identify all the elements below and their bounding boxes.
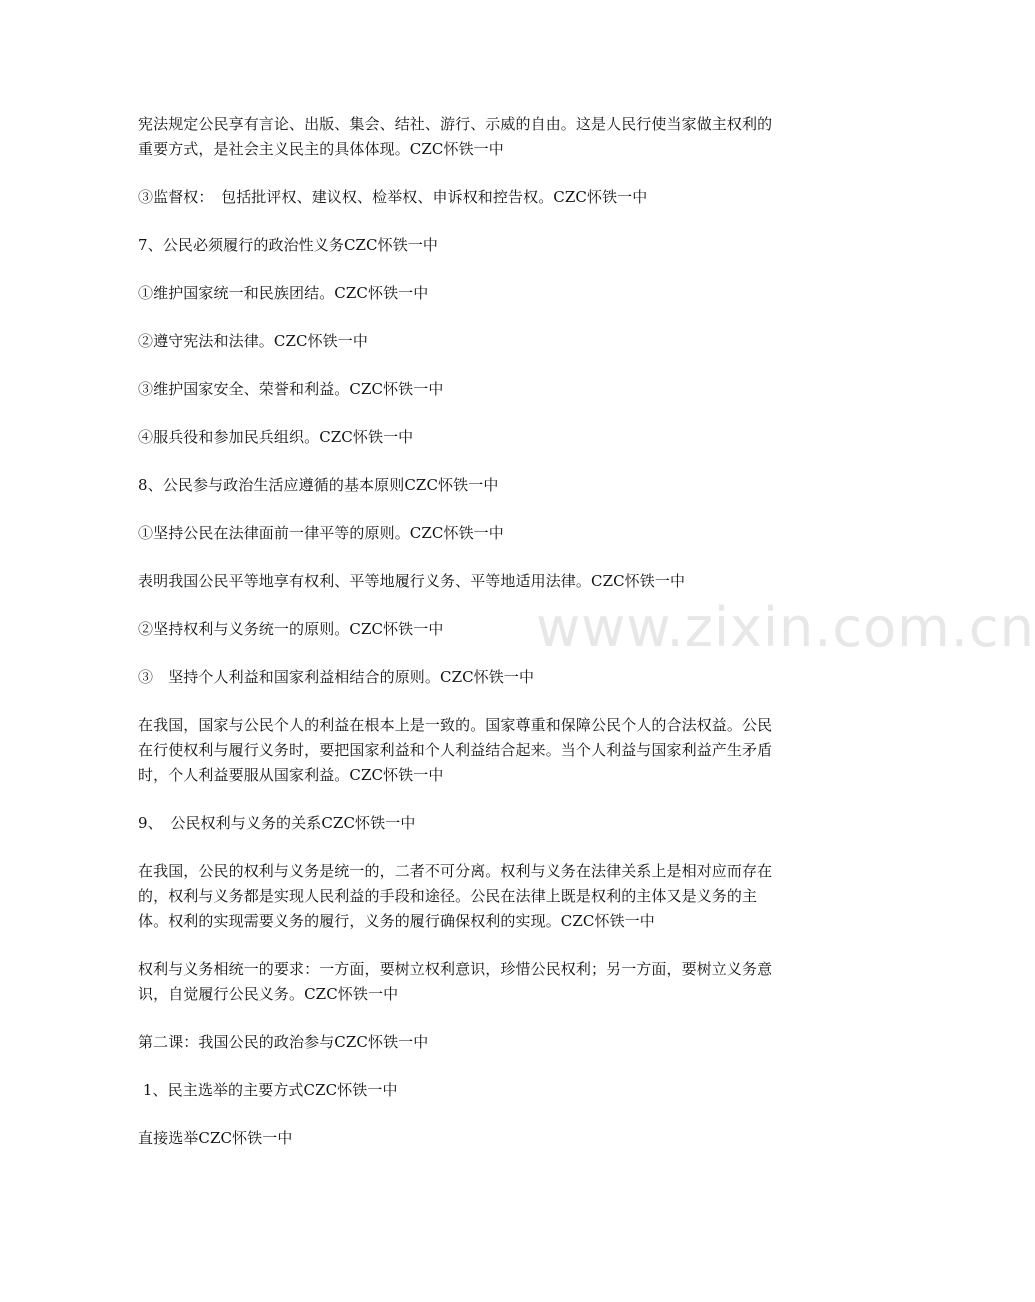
document-body <box>138 112 786 1174</box>
heading-election-methods: 1、民主选举的主要方式CZC怀铁一中 <box>142 1081 398 1099</box>
paragraph-unity-requirements: 权利与义务相统一的要求：一方面，要树立权利意识，珍惜公民权利；另一方面，要树立义务意识，自觉履行公民义务。CZC怀铁一中 <box>138 960 773 1003</box>
heading-basic-principles: 8、公民参与政治生活应遵循的基本原则CZC怀铁一中 <box>138 476 499 494</box>
list-item-obey-constitution: ②遵守宪法和法律。CZC怀铁一中 <box>138 332 368 350</box>
list-item-equality-principle: ①坚持公民在法律面前一律平等的原则。CZC怀铁一中 <box>138 524 504 542</box>
paragraph-rights-duties-explanation: 在我国，公民的权利与义务是统一的，二者不可分离。权利与义务在法律关系上是相对应而存在的，权利与义务都是实现人民利益的手段和途径。公民在法律上既是权利的主体又是义务的主体。权利的实现需要义务的履行，义务的履行确保权利的实现。CZC怀铁一中 <box>138 862 773 930</box>
paragraph-freedom-of-speech: 宪法规定公民享有言论、出版、集会、结社、游行、示威的自由。这是人民行使当家做主权利的重要方式，是社会主义民主的具体体现。CZC怀铁一中 <box>138 115 773 158</box>
heading-rights-duties-relation: 9、 公民权利与义务的关系CZC怀铁一中 <box>138 814 416 832</box>
paragraph-supervision-right: ③监督权： 包括批评权、建议权、检举权、申诉权和控告权。CZC怀铁一中 <box>138 188 648 206</box>
list-item-military-service: ④服兵役和参加民兵组织。CZC怀铁一中 <box>138 428 414 446</box>
list-item-direct-election: 直接选举CZC怀铁一中 <box>138 1129 293 1147</box>
paragraph-interest-explanation: 在我国，国家与公民个人的利益在根本上是一致的。国家尊重和保障公民个人的合法权益。公民在行使权利与履行义务时，要把国家利益和个人利益结合起来。当个人利益与国家利益产生矛盾时，个人利益要服从国家利益。CZC怀铁一中 <box>138 716 773 784</box>
paragraph-equality-explanation: 表明我国公民平等地享有权利、平等地履行义务、平等地适用法律。CZC怀铁一中 <box>138 572 686 590</box>
heading-political-obligations: 7、公民必须履行的政治性义务CZC怀铁一中 <box>138 236 439 254</box>
list-item-interest-combination: ③ 坚持个人利益和国家利益相结合的原则。CZC怀铁一中 <box>138 668 535 686</box>
list-item-rights-duties-unity: ②坚持权利与义务统一的原则。CZC怀铁一中 <box>138 620 444 638</box>
heading-lesson-two: 第二课：我国公民的政治参与CZC怀铁一中 <box>138 1033 429 1051</box>
list-item-national-unity: ①维护国家统一和民族团结。CZC怀铁一中 <box>138 284 429 302</box>
site-watermark: www.zixin.com.cn <box>536 596 1035 659</box>
list-item-national-security: ③维护国家安全、荣誉和利益。CZC怀铁一中 <box>138 380 444 398</box>
